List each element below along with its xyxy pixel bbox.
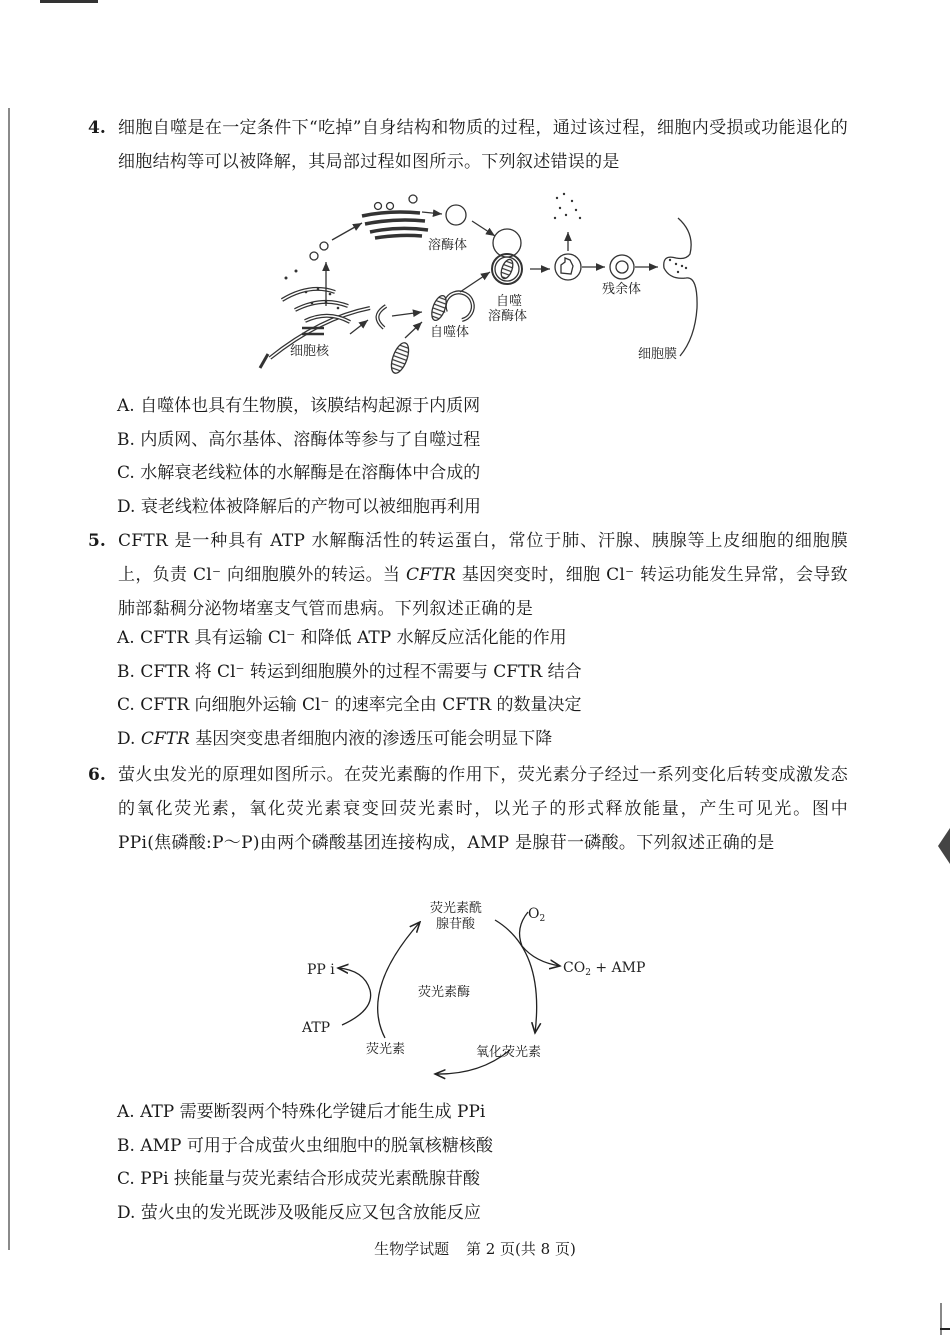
question-6-options xyxy=(117,1096,493,1230)
binding-margin-line xyxy=(8,108,10,1250)
option-b[interactable]: B. CFTR 将 Cl⁻ 转运到细胞膜外的过程不需要与 CFTR 结合 xyxy=(117,661,582,682)
scan-top-mark xyxy=(40,0,98,3)
label-o2: $O_2$ xyxy=(528,906,546,924)
label-lysosome: 溶酶体 xyxy=(428,238,468,253)
label-nucleus: 细胞核 xyxy=(290,344,330,359)
question-number: 4. xyxy=(88,118,106,138)
page-footer xyxy=(0,1238,950,1259)
option-d[interactable]: D. CFTR 基因突变患者细胞内液的渗透压可能会明显下降 xyxy=(117,728,553,749)
label-cell-membrane: 细胞膜 xyxy=(638,347,678,362)
label-oxyluciferin: 氧化荧光素 xyxy=(476,1045,542,1060)
question-5-options xyxy=(117,622,582,756)
autophagy-diagram xyxy=(250,188,710,378)
label-luciferase: 荧光素酶 xyxy=(418,985,471,1000)
page-edge-tab-marker xyxy=(938,825,950,867)
label-luciferyl-adenylate-1: 荧光素酰 xyxy=(430,901,483,916)
crop-mark-horizontal xyxy=(940,1328,950,1330)
label-ppi: PP i xyxy=(307,962,335,978)
question-number: 6. xyxy=(88,765,106,785)
footer-subject: 生物学试题 xyxy=(374,1240,450,1258)
label-autolysosome-1: 自噬 xyxy=(496,294,523,309)
option-c[interactable]: C. CFTR 向细胞外运输 Cl⁻ 的速率完全由 CFTR 的数量决定 xyxy=(117,695,582,715)
question-6 xyxy=(88,758,848,860)
label-residual-body: 残余体 xyxy=(602,282,642,297)
label-luciferin: 荧光素 xyxy=(366,1042,406,1057)
option-d[interactable]: D. 萤火虫的发光既涉及吸能反应又包含放能反应 xyxy=(117,1202,481,1223)
option-c[interactable]: C. PPi 挟能量与荧光素结合形成荧光素酰腺苷酸 xyxy=(117,1169,480,1189)
question-stem: 细胞自噬是在一定条件下“吃掉”自身结构和物质的过程，通过该过程，细胞内受损或功能退化的细胞结构等可以被降解，其局部过程如图所示。下列叙述错误的是 xyxy=(118,118,848,172)
luciferase-cycle-diagram xyxy=(290,890,660,1085)
option-c[interactable]: C. 水解衰老线粒体的水解酶是在溶酶体中合成的 xyxy=(117,463,481,483)
crop-mark-vertical xyxy=(940,1303,942,1335)
question-stem: 萤火虫发光的原理如图所示。在荧光素酶的作用下，荧光素分子经过一系列变化后转变成激发态的氧化荧光素，氧化荧光素衰变回荧光素时，以光子的形式释放能量，产生可见光。图中 PPi(焦磷酸:P～P)由两个磷酸基团连接构成，AMP 是腺苷一磷酸。下列叙述正确的是 xyxy=(118,765,848,853)
label-luciferyl-adenylate-2: 腺苷酸 xyxy=(436,917,476,932)
label-autophagosome: 自噬体 xyxy=(430,325,470,340)
question-4-options xyxy=(117,390,481,524)
label-atp: ATP xyxy=(302,1020,331,1036)
option-d[interactable]: D. 衰老线粒体被降解后的产物可以被细胞再利用 xyxy=(117,496,481,517)
question-5 xyxy=(88,524,848,626)
question-4 xyxy=(88,111,848,179)
option-a[interactable]: A. ATP 需要断裂两个特殊化学键后才能生成 PPi xyxy=(117,1102,486,1122)
option-a[interactable]: A. 自噬体也具有生物膜，该膜结构起源于内质网 xyxy=(117,396,481,416)
question-number: 5. xyxy=(88,531,106,551)
label-autolysosome-2: 溶酶体 xyxy=(488,309,528,324)
question-stem: CFTR 是一种具有 ATP 水解酶活性的转运蛋白，常位于肺、汗腺、胰腺等上皮细胞的细胞膜上，负责 Cl⁻ 向细胞膜外的转运。当 CFTR 基因突变时，细胞 Cl⁻ 转运功能发生异常，会导致肺部黏稠分泌物堵塞支气管而患病。下列叙述正确的是 xyxy=(118,531,848,619)
label-co2-amp: $CO_2$ + AMP xyxy=(563,960,646,978)
option-b[interactable]: B. 内质网、高尔基体、溶酶体等参与了自噬过程 xyxy=(117,429,481,450)
option-b[interactable]: B. AMP 可用于合成萤火虫细胞中的脱氧核糖核酸 xyxy=(117,1135,493,1156)
footer-page-info: 第 2 页(共 8 页) xyxy=(465,1240,576,1258)
option-a[interactable]: A. CFTR 具有运输 Cl⁻ 和降低 ATP 水解反应活化能的作用 xyxy=(117,628,567,648)
